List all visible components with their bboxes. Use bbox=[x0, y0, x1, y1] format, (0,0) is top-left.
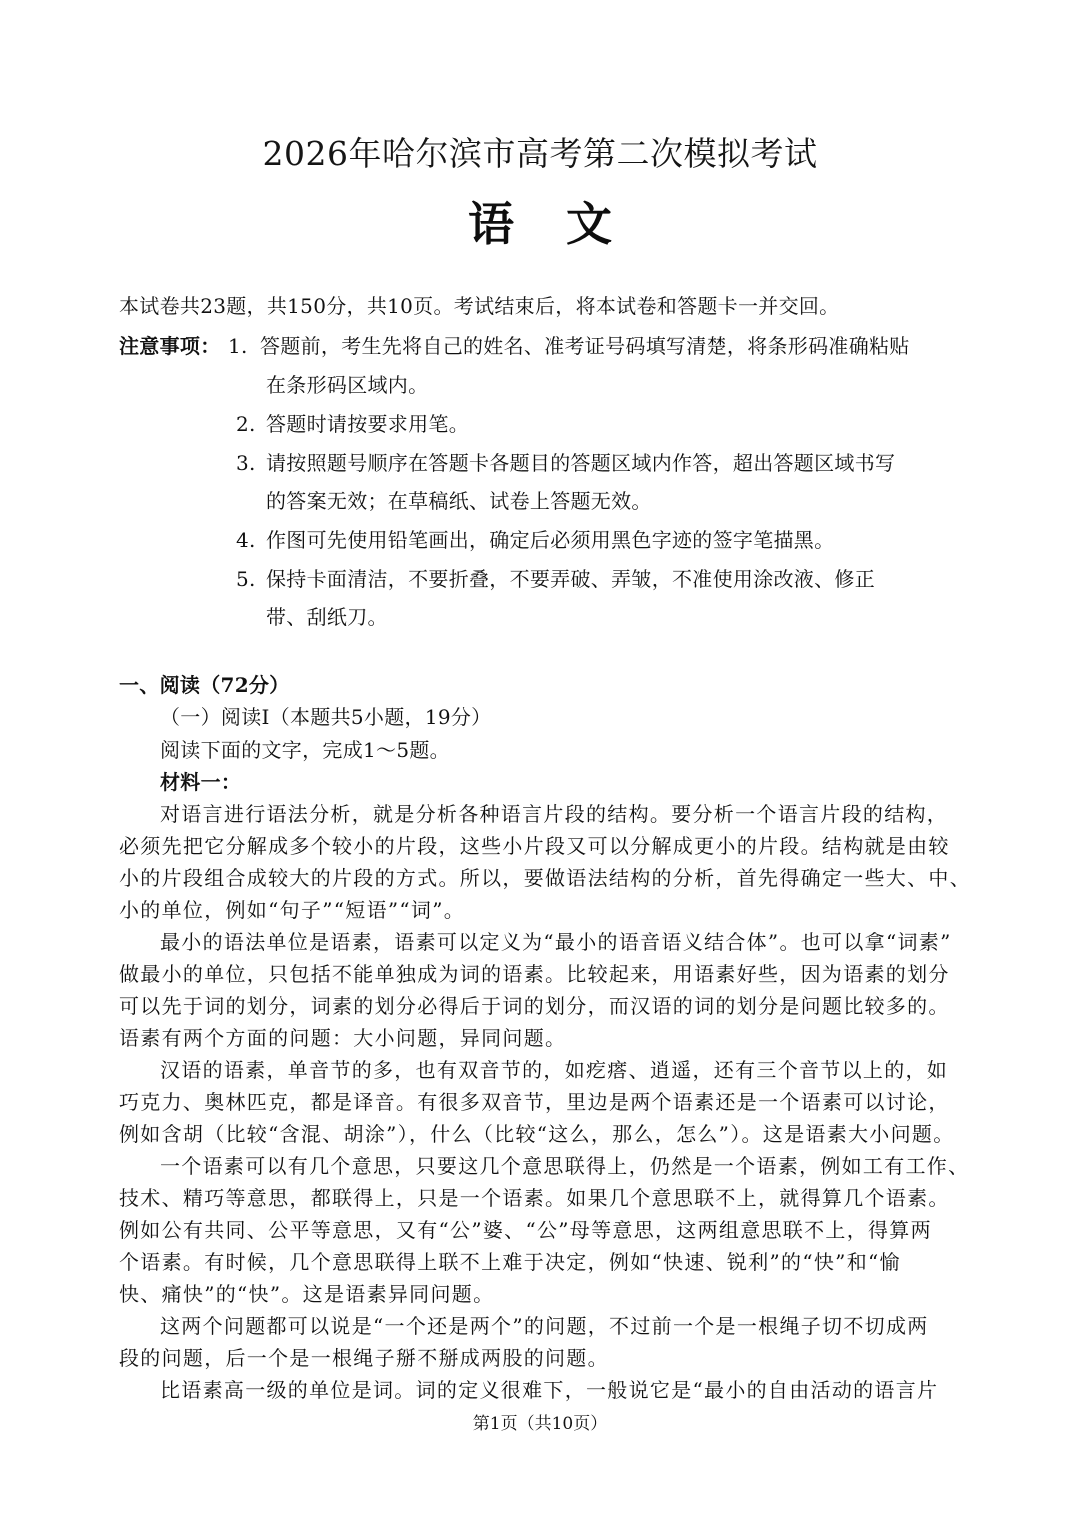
note-number: 4. bbox=[236, 528, 256, 552]
passage-line: 这两个问题都可以说是“一个还是两个”的问题，不过前一个是一根绳子切不切成两 bbox=[160, 1314, 929, 1338]
note-line: 作图可先使用铅笔画出，确定后必须用黑色字迹的签字笔描黑。 bbox=[266, 528, 835, 552]
material-label: 材料一： bbox=[160, 770, 242, 794]
passage-line: 语素有两个方面的问题：大小问题，异同问题。 bbox=[119, 1026, 567, 1050]
sub-section-heading: （一）阅读Ⅰ（本题共5小题，19分） bbox=[160, 705, 492, 729]
note-number: 1. bbox=[228, 334, 248, 358]
passage-line: 一个语素可以有几个意思，只要这几个意思联得上，仍然是一个语素，例如工有工作、 bbox=[160, 1154, 970, 1178]
passage-line: 小的单位，例如“句子”“短语”“词”。 bbox=[119, 898, 466, 922]
note-line: 答题时请按要求用笔。 bbox=[266, 412, 469, 436]
note-line: 答题前，考生先将自己的姓名、准考证号码填写清楚，将条形码准确粘贴 bbox=[260, 334, 910, 358]
passage-line: 个语素。有时候，几个意思联得上联不上难于决定，例如“快速、锐利”的“快”和“愉 bbox=[119, 1250, 901, 1274]
note-line: 保持卡面清洁，不要折叠，不要弄破、弄皱，不准使用涂改液、修正 bbox=[266, 567, 875, 591]
passage-line: 可以先于词的划分，词素的划分必得后于词的划分，而汉语的词的划分是问题比较多的。 bbox=[119, 994, 950, 1018]
passage-line: 快、痛快”的“快”。这是语素异同问题。 bbox=[119, 1282, 495, 1306]
passage-line: 汉语的语素，单音节的多，也有双音节的，如疙瘩、逍遥，还有三个音节以上的，如 bbox=[160, 1058, 949, 1082]
subject-title: 语文 bbox=[468, 197, 664, 251]
passage-line: 小的片段组合成较大的片段的方式。所以，要做语法结构的分析，首先得确定一些大、中、 bbox=[119, 866, 971, 890]
passage-line: 比语素高一级的单位是词。词的定义很难下，一般说它是“最小的自由活动的语言片 bbox=[160, 1378, 939, 1402]
note-number: 3. bbox=[236, 451, 256, 475]
exam-title: 2026年哈尔滨市高考第二次模拟考试 bbox=[262, 134, 818, 173]
reading-instruction: 阅读下面的文字，完成1～5题。 bbox=[160, 738, 450, 762]
note-line: 在条形码区域内。 bbox=[266, 373, 429, 397]
note-number: 2. bbox=[236, 412, 256, 436]
passage-line: 技术、精巧等意思，都联得上，只是一个语素。如果几个意思联不上，就得算几个语素。 bbox=[119, 1186, 950, 1210]
passage-line: 巧克力、奥林匹克，都是译音。有很多双音节，里边是两个语素还是一个语素可以讨论， bbox=[119, 1090, 950, 1114]
note-line: 的答案无效；在草稿纸、试卷上答题无效。 bbox=[266, 489, 652, 513]
passage-line: 做最小的单位，只包括不能单独成为词的语素。比较起来，用语素好些，因为语素的划分 bbox=[119, 962, 950, 986]
exam-intro: 本试卷共23题，共150分，共10页。考试结束后，将本试卷和答题卡一并交回。 bbox=[119, 294, 840, 318]
page-footer: 第1页（共10页） bbox=[472, 1414, 608, 1434]
note-line: 带、刮纸刀。 bbox=[266, 605, 388, 629]
passage-line: 对语言进行语法分析，就是分析各种语言片段的结构。要分析一个语言片段的结构， bbox=[160, 802, 949, 826]
section-heading: 一、阅读（72分） bbox=[119, 673, 290, 697]
passage-line: 必须先把它分解成多个较小的片段，这些小片段又可以分解成更小的片段。结构就是由较 bbox=[119, 834, 950, 858]
note-number: 5. bbox=[236, 567, 256, 591]
note-line: 请按照题号顺序在答题卡各题目的答题区域内作答，超出答题区域书写 bbox=[266, 451, 896, 475]
passage-line: 例如公有共同、公平等意思，又有“公”婆、“公”母等意思，这两组意思联不上，得算两 bbox=[119, 1218, 932, 1242]
passage-line: 例如含胡（比较“含混、胡涂”），什么（比较“这么，那么，怎么”）。这是语素大小问题。 bbox=[119, 1122, 955, 1146]
passage-line: 段的问题，后一个是一根绳子掰不掰成两股的问题。 bbox=[119, 1346, 609, 1370]
passage-line: 最小的语法单位是语素，语素可以定义为“最小的语音语义结合体”。也可以拿“词素” bbox=[160, 930, 952, 954]
notes-label: 注意事项： bbox=[119, 334, 221, 358]
